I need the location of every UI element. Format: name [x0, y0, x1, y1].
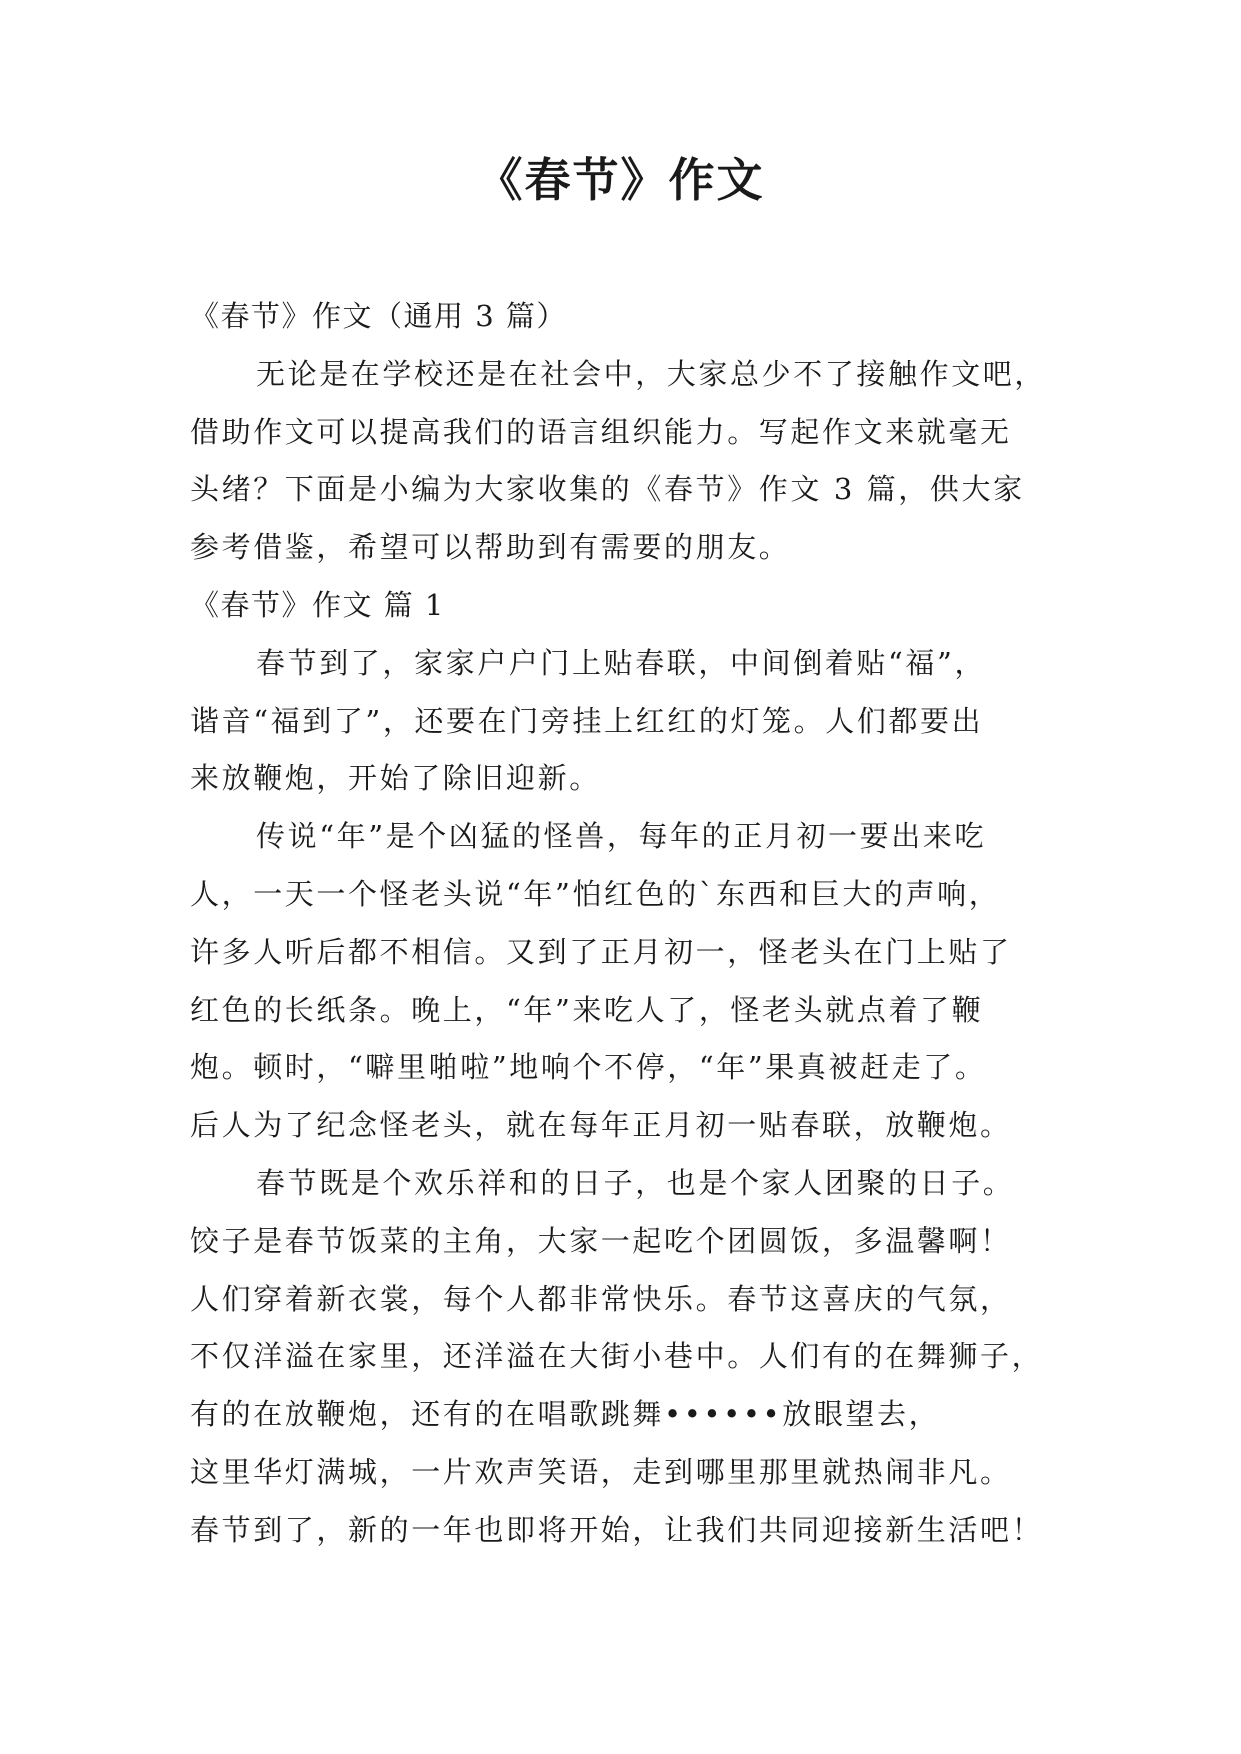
paragraph-line: 谐音“福到了”，还要在门旁挂上红红的灯笼。人们都要出: [190, 703, 984, 738]
section-heading: 《春节》作文 篇 1: [190, 587, 445, 622]
paragraph-line: 传说“年”是个凶猛的怪兽，每年的正月初一要出来吃: [256, 819, 987, 854]
paragraph-line: 头绪？下面是小编为大家收集的《春节》作文 3 篇，供大家: [190, 472, 1025, 507]
paragraph-line: 无论是在学校还是在社会中，大家总少不了接触作文吧，: [256, 356, 1047, 391]
section-heading: 《春节》作文（通用 3 篇）: [190, 299, 567, 333]
paragraph-line: 炮。顿时，“噼里啪啦”地响个不停，“年”果真被赶走了。: [190, 1050, 987, 1085]
paragraph-line: 不仅洋溢在家里，还洋溢在大街小巷中。人们有的在舞狮子，: [190, 1339, 1044, 1374]
paragraph-line: 春节到了，家家户户门上贴春联，中间倒着贴“福”，: [256, 645, 987, 680]
paragraph-line: 参考借鉴，希望可以帮助到有需要的朋友。: [190, 530, 791, 565]
paragraph-line: 有的在放鞭炮，还有的在唱歌跳舞••••••放眼望去，: [190, 1397, 941, 1432]
paragraph-line: 许多人听后都不相信。又到了正月初一，怪老头在门上贴了: [190, 934, 1012, 969]
paragraph-line: 人，一天一个怪老头说“年”怕红色的`东西和巨大的声响，: [190, 876, 1001, 911]
paragraph-line: 人们穿着新衣裳，每个人都非常快乐。春节这喜庆的气氛，: [190, 1281, 1012, 1316]
paragraph-line: 借助作文可以提高我们的语言组织能力。写起作文来就毫无: [190, 414, 1012, 449]
paragraph-line: 来放鞭炮，开始了除旧迎新。: [190, 761, 601, 796]
document-body: [190, 288, 1070, 1560]
paragraph-line: 春节既是个欢乐祥和的日子，也是个家人团聚的日子。: [256, 1165, 1015, 1200]
paragraph-line: 红色的长纸条。晚上，“年”来吃人了，怪老头就点着了鞭: [190, 992, 984, 1027]
paragraph-line: 饺子是春节饭菜的主角，大家一起吃个团圆饭，多温馨啊！: [190, 1223, 1012, 1258]
paragraph-line: 这里华灯满城，一片欢声笑语，走到哪里那里就热闹非凡。: [190, 1454, 1012, 1489]
document-title: 《春节》作文: [476, 153, 765, 207]
paragraph-line: 后人为了纪念怪老头，就在每年正月初一贴春联，放鞭炮。: [190, 1108, 1012, 1143]
paragraph-line: 春节到了，新的一年也即将开始，让我们共同迎接新生活吧！: [190, 1512, 1044, 1547]
